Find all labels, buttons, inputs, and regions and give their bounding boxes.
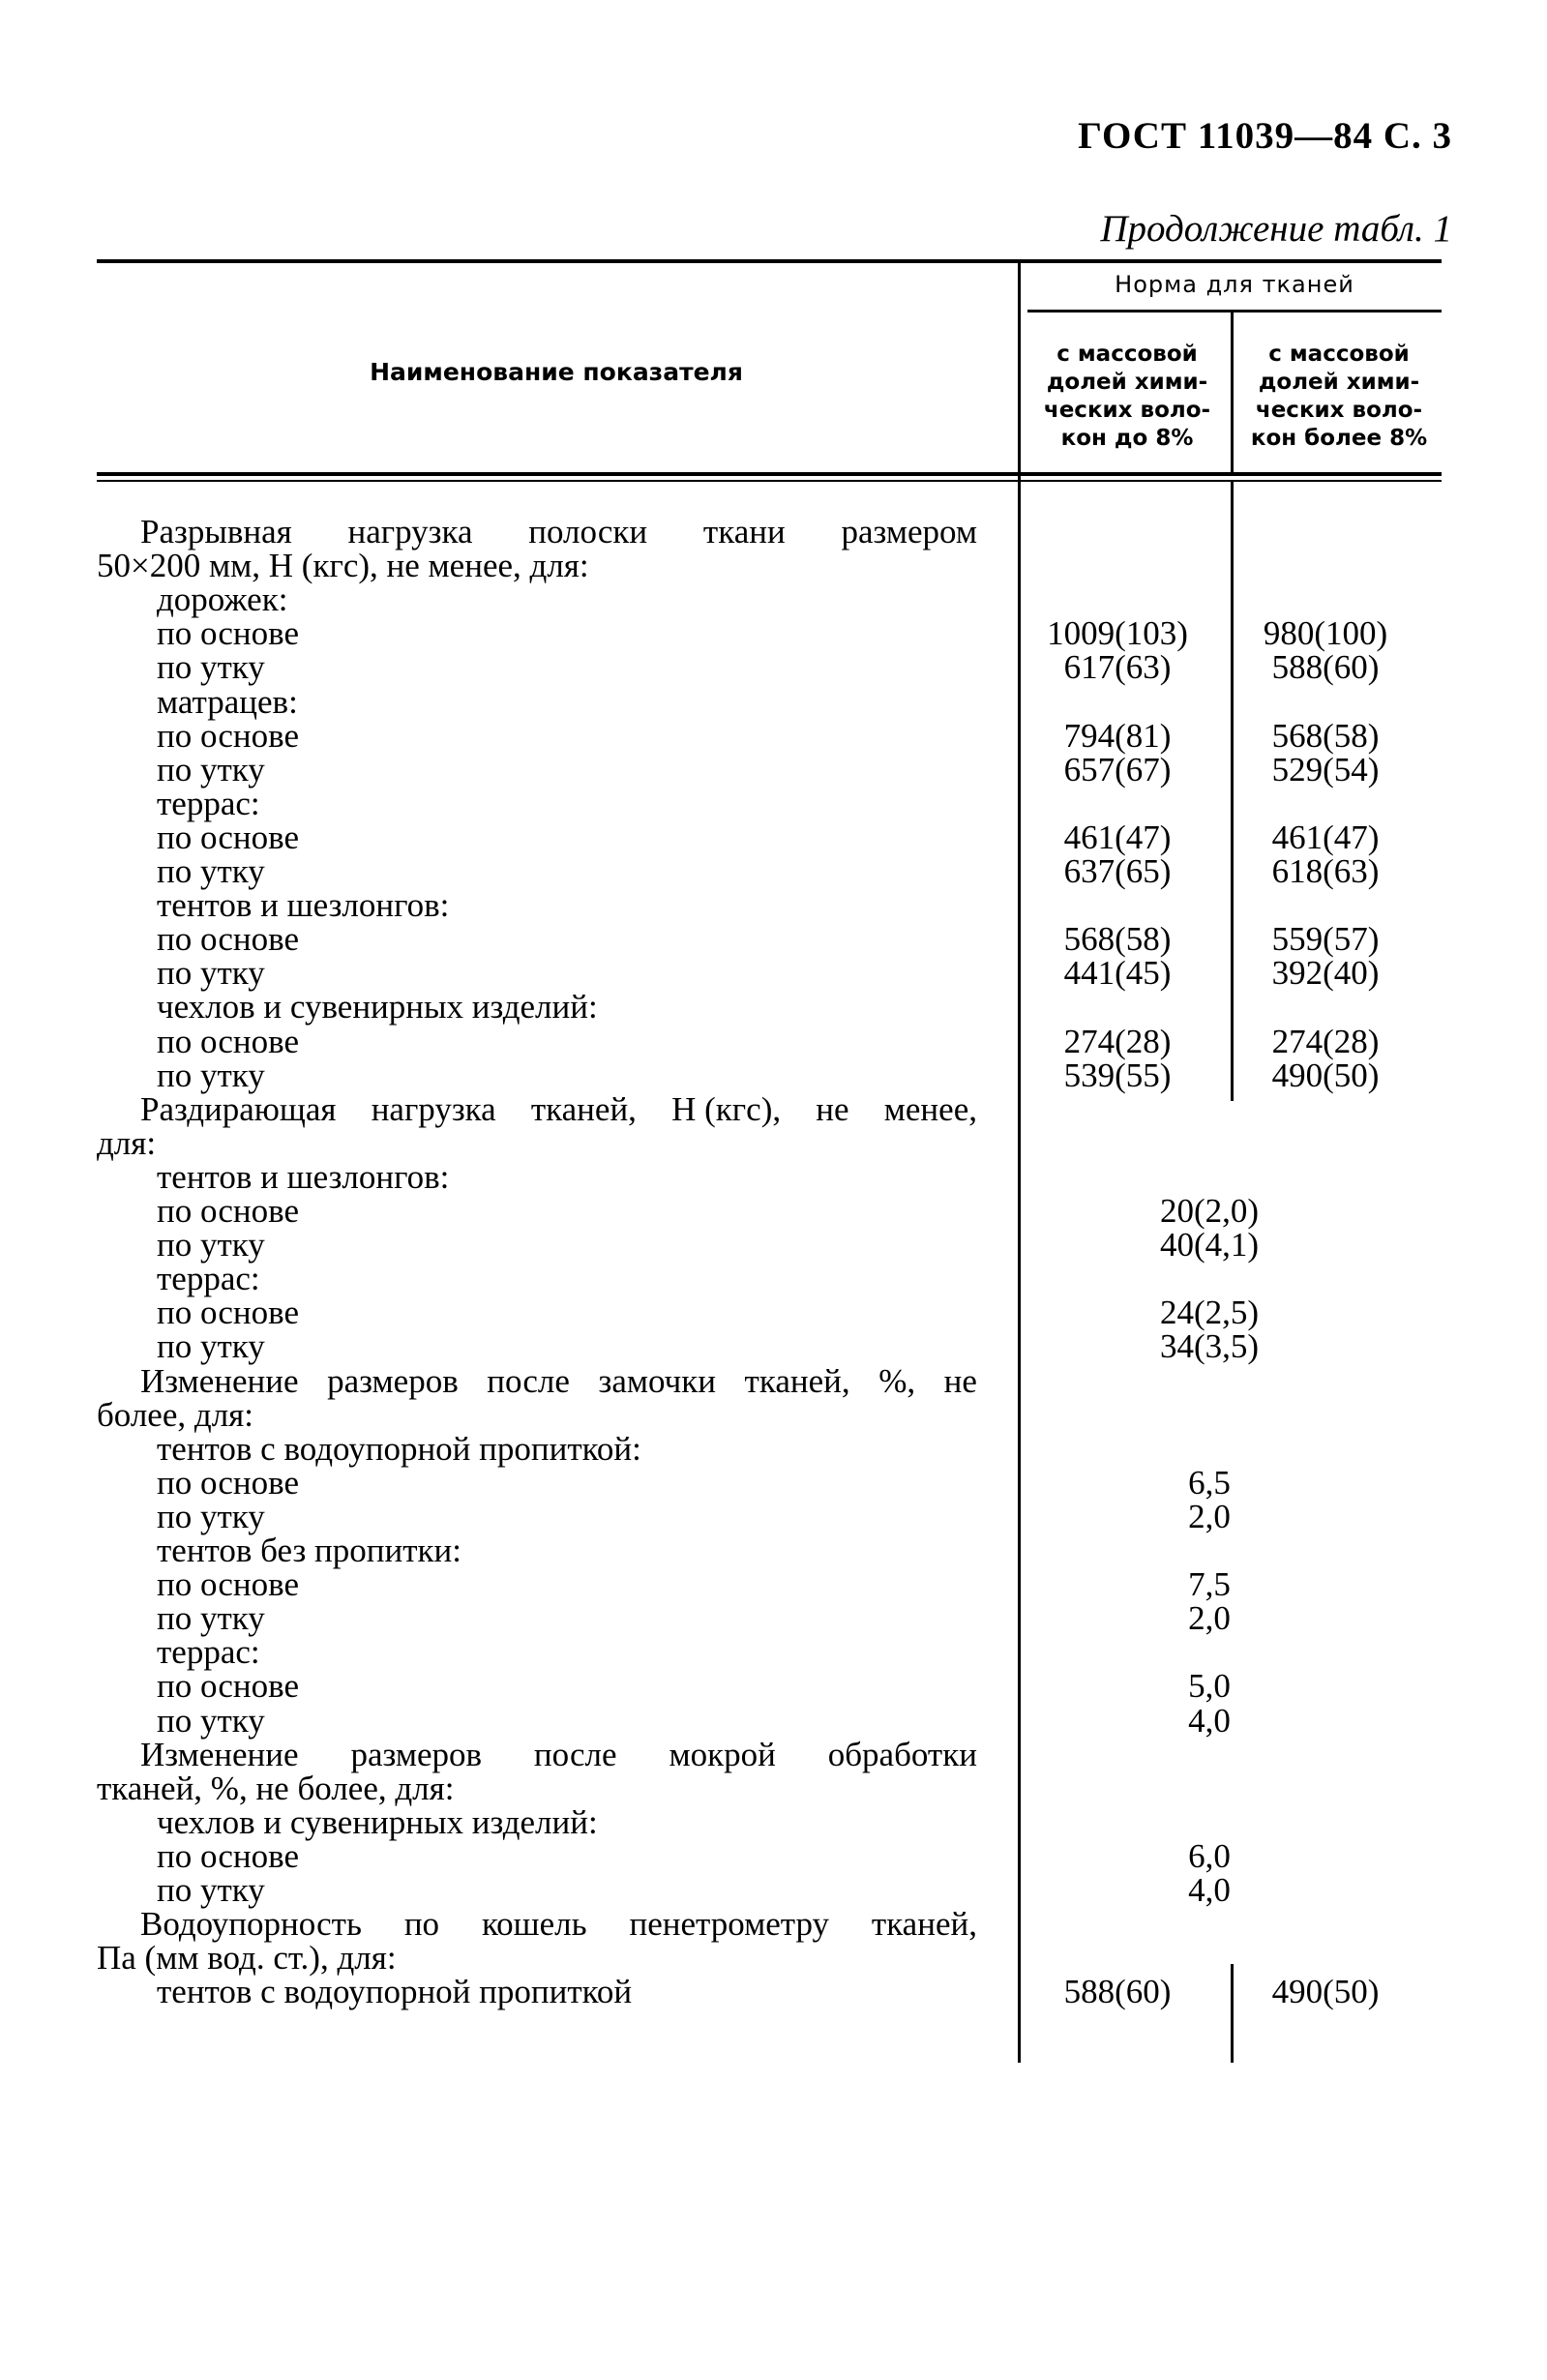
row-label: по основе (157, 614, 299, 653)
value-common: 24(2,5) (1159, 1294, 1260, 1332)
row-label (140, 1361, 977, 1400)
row-label-word: полоски (528, 513, 648, 550)
row-label-word: нагрузка (371, 1089, 496, 1128)
row-label: более, для: (97, 1395, 253, 1434)
row-label-word: обработки (827, 1735, 977, 1773)
value-upto-8: 441(45) (1063, 954, 1172, 993)
table-row (0, 1260, 1547, 1298)
row-label: по утку (157, 1701, 265, 1740)
row-label-word: кошель (481, 1905, 587, 1944)
value-over-8: 618(63) (1271, 852, 1380, 890)
value-common: 4,0 (1188, 1701, 1231, 1740)
row-label: матрацев: (157, 682, 298, 721)
name-column-header: Наименование показателя (370, 358, 743, 386)
value-over-8: 588(60) (1271, 648, 1380, 687)
table-row (0, 1939, 1547, 1978)
row-label: по основе (157, 1463, 299, 1502)
table-row (0, 515, 1547, 549)
value-common: 20(2,0) (1159, 1192, 1260, 1230)
value-upto-8: 274(28) (1063, 1022, 1172, 1060)
row-label-word: Раздирающая (140, 1089, 337, 1128)
row-label: по утку (157, 1327, 265, 1366)
table-row (0, 1497, 1547, 1535)
table-row (0, 1395, 1547, 1434)
row-label-word: замочки (598, 1361, 716, 1400)
value-over-8: 490(50) (1271, 1973, 1380, 2011)
value-upto-8: 1009(103) (1047, 614, 1188, 653)
value-upto-8: 657(67) (1063, 750, 1172, 788)
row-label-word: Разрывная (140, 513, 292, 550)
row-label: по утку (157, 750, 265, 788)
row-label: по утку (157, 852, 265, 890)
value-upto-8: 637(65) (1063, 852, 1172, 890)
row-label-word: Н (кгс), (671, 1089, 782, 1128)
row-label: по утку (157, 954, 265, 993)
value-upto-8: 568(58) (1063, 920, 1172, 959)
table-row (0, 1802, 1547, 1841)
table-row (0, 1463, 1547, 1502)
col1-header-line: долей хими- (1046, 370, 1208, 395)
table-row (0, 716, 1547, 755)
col-separator-mid-header (1231, 310, 1234, 472)
value-upto-8: 588(60) (1063, 1973, 1172, 2011)
col2-header-line: долей хими- (1258, 370, 1420, 395)
row-label (140, 515, 977, 549)
row-label-word: мокрой (669, 1735, 776, 1773)
row-label: по основе (157, 1565, 299, 1604)
header-bottom-rule-2 (97, 480, 1442, 482)
row-label: по основе (157, 716, 299, 755)
value-upto-8: 461(47) (1063, 818, 1172, 856)
row-label (140, 1905, 977, 1944)
table-row (0, 920, 1547, 959)
row-label: чехлов и сувенирных изделий: (157, 1802, 598, 1841)
col1-header (1026, 341, 1229, 453)
table-row (0, 1058, 1547, 1092)
table-row (0, 614, 1547, 653)
row-label: террас: (157, 784, 260, 822)
row-label: по утку (157, 648, 265, 687)
row-label-word: тканей, (530, 1089, 637, 1128)
row-label: по основе (157, 1022, 299, 1060)
table-row (0, 1022, 1547, 1060)
value-over-8: 980(100) (1263, 614, 1388, 653)
row-label-word: %, (878, 1361, 916, 1400)
row-label: по утку (157, 1599, 265, 1638)
table-row (0, 1701, 1547, 1740)
table-row (0, 1157, 1547, 1196)
table-row (0, 1429, 1547, 1468)
row-label: по основе (157, 1836, 299, 1875)
table-row (0, 682, 1547, 721)
row-label: по утку (157, 1871, 265, 1909)
col2-header-line: кон более 8% (1250, 426, 1428, 451)
table-row (0, 886, 1547, 925)
col1-header-line: кон до 8% (1060, 426, 1194, 451)
row-label-word: не (943, 1361, 977, 1400)
row-label: Па (мм вод. ст.), для: (97, 1939, 397, 1978)
value-common: 4,0 (1188, 1871, 1231, 1909)
row-label-word: Изменение (140, 1735, 299, 1773)
row-label: по основе (157, 1192, 299, 1230)
row-label: по утку (157, 1226, 265, 1264)
value-over-8: 461(47) (1271, 818, 1380, 856)
value-over-8: 568(58) (1271, 716, 1380, 755)
row-label (140, 1089, 977, 1128)
col2-header-line: ческих воло- (1255, 398, 1423, 423)
row-label: по основе (157, 818, 299, 856)
value-common: 5,0 (1188, 1667, 1231, 1706)
row-label: по основе (157, 1667, 299, 1706)
table-row (0, 1294, 1547, 1332)
table-row (0, 854, 1547, 888)
row-label-word: тканей, (871, 1905, 977, 1944)
value-common: 40(4,1) (1159, 1226, 1260, 1264)
value-common: 6,5 (1188, 1463, 1231, 1502)
row-label: террас: (157, 1260, 260, 1298)
table-row (0, 1361, 1547, 1400)
table-row (0, 547, 1547, 585)
value-common: 7,5 (1188, 1565, 1231, 1604)
table-row (0, 1905, 1547, 1944)
table-row (0, 1327, 1547, 1366)
row-label-word: ткани (702, 513, 786, 550)
row-label-word: размером (841, 513, 977, 550)
row-label-word: размеров (350, 1735, 483, 1773)
table-continuation-caption: Продолжение табл. 1 (1100, 208, 1452, 250)
table-row (0, 1873, 1547, 1907)
row-label-word: пенетрометру (629, 1905, 830, 1944)
norm-group-header: Норма для тканей (1115, 271, 1354, 298)
table-row (0, 580, 1547, 619)
value-over-8: 274(28) (1271, 1022, 1380, 1060)
row-label (140, 1735, 977, 1773)
norm-group-rule (1027, 310, 1442, 312)
row-label: чехлов и сувенирных изделий: (157, 988, 598, 1026)
row-label-word: после (533, 1735, 617, 1773)
row-label-word: Изменение (140, 1361, 299, 1400)
row-label-word: размеров (327, 1361, 459, 1400)
table-row (0, 784, 1547, 822)
table-row (0, 1771, 1547, 1805)
table-row (0, 1973, 1547, 2011)
table-row (0, 990, 1547, 1024)
table-row (0, 1599, 1547, 1638)
table-top-rule (97, 259, 1442, 263)
row-label-word: Водоупорность (140, 1905, 362, 1944)
table-row (0, 750, 1547, 788)
table-row (0, 1228, 1547, 1262)
value-common: 6,0 (1188, 1836, 1231, 1875)
table-row (0, 1123, 1547, 1162)
col1-header-line: ческих воло- (1043, 398, 1211, 423)
table-row (0, 1565, 1547, 1604)
row-label-word: менее, (883, 1089, 977, 1128)
row-label: по основе (157, 1294, 299, 1332)
row-label-word: нагрузка (347, 513, 473, 550)
row-label: тентов без пропитки: (157, 1532, 461, 1569)
table-row (0, 1533, 1547, 1567)
value-common: 2,0 (1188, 1599, 1231, 1638)
row-label-word: не (816, 1089, 849, 1128)
row-label: тентов с водоупорной пропиткой: (157, 1429, 641, 1468)
value-over-8: 559(57) (1271, 920, 1380, 959)
row-label: по основе (157, 920, 299, 959)
value-upto-8: 794(81) (1063, 716, 1172, 755)
table-row (0, 1735, 1547, 1773)
row-label: по утку (157, 1497, 265, 1535)
value-common: 34(3,5) (1159, 1327, 1260, 1366)
table-row (0, 1089, 1547, 1128)
value-over-8: 392(40) (1271, 954, 1380, 993)
table-row (0, 1633, 1547, 1672)
table-row (0, 1194, 1547, 1228)
doc-code: ГОСТ 11039—84 С. 3 (1078, 115, 1452, 157)
value-upto-8: 539(55) (1063, 1056, 1172, 1094)
table-row (0, 648, 1547, 687)
row-label-word: по (403, 1905, 440, 1944)
row-label-word: после (487, 1361, 570, 1400)
row-label: 50×200 мм, Н (кгс), не менее, для: (97, 547, 589, 585)
header-bottom-rule (97, 472, 1442, 476)
row-label: по утку (157, 1056, 265, 1094)
value-common: 2,0 (1188, 1497, 1231, 1535)
row-label: террас: (157, 1633, 260, 1672)
row-label: тканей, %, не более, для: (97, 1769, 455, 1807)
table-row (0, 954, 1547, 993)
row-label: для: (97, 1123, 157, 1162)
value-over-8: 529(54) (1271, 750, 1380, 788)
value-upto-8: 617(63) (1063, 648, 1172, 687)
row-label: тентов и шезлонгов: (157, 1157, 450, 1196)
row-label-word: тканей, (744, 1361, 850, 1400)
table-row (0, 820, 1547, 854)
col2-header (1236, 341, 1442, 453)
row-label: тентов с водоупорной пропиткой (157, 1973, 633, 2011)
col2-header-line: с массовой (1268, 342, 1410, 367)
table-row (0, 1667, 1547, 1706)
row-label: дорожек: (157, 580, 288, 619)
row-label: тентов и шезлонгов: (157, 886, 450, 925)
col1-header-line: с массовой (1056, 342, 1198, 367)
value-over-8: 490(50) (1271, 1056, 1380, 1094)
table-row (0, 1836, 1547, 1875)
